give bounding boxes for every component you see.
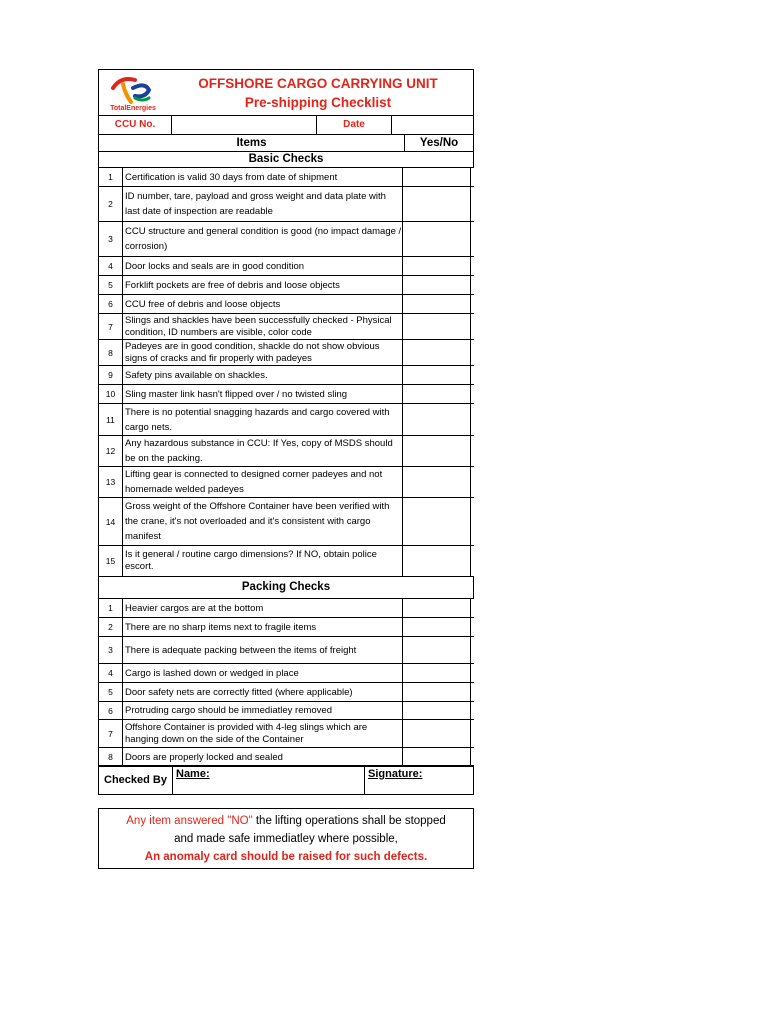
yes-no-cell[interactable]: [403, 618, 471, 636]
note-line-1: [99, 812, 473, 830]
item-number: 1: [99, 168, 123, 186]
item-number: 8: [99, 748, 123, 766]
signature-field[interactable]: Signature:: [368, 768, 423, 780]
item-text: Lifting gear is connected to designed corner padeyes and not homemade welded padeyes: [123, 467, 403, 497]
row-spacer: [471, 637, 474, 663]
row-spacer: [471, 664, 474, 682]
document-title: [163, 74, 473, 112]
basic-checks-list: [98, 168, 474, 577]
packing-check-row: [98, 599, 474, 618]
item-number: 12: [99, 436, 123, 466]
yes-no-cell[interactable]: [403, 385, 471, 403]
basic-check-row: [98, 314, 474, 340]
item-number: 11: [99, 404, 123, 435]
yes-no-cell[interactable]: [403, 187, 471, 221]
date-field[interactable]: [392, 116, 473, 134]
row-spacer: [471, 257, 474, 275]
basic-check-row: [98, 436, 474, 467]
yes-no-cell[interactable]: [403, 498, 471, 545]
checked-by-row: [98, 765, 474, 795]
item-number: 7: [99, 314, 123, 339]
item-text: Cargo is lashed down or wedged in place: [123, 664, 403, 682]
note-prefix: Any item answered: [126, 815, 228, 827]
packing-check-row: [98, 637, 474, 664]
packing-checks-heading: Packing Checks: [98, 577, 474, 599]
item-text: Safety pins available on shackles.: [123, 366, 403, 384]
row-spacer: [471, 222, 474, 256]
totalenergies-logo-icon: [109, 74, 153, 106]
basic-check-row: [98, 498, 474, 546]
packing-checks-list: [98, 599, 474, 767]
ccu-no-field[interactable]: [172, 116, 317, 134]
item-text: CCU structure and general condition is good (no impact damage / corrosion): [123, 222, 403, 256]
yes-no-cell[interactable]: [403, 168, 471, 186]
item-number: 2: [99, 618, 123, 636]
item-number: 8: [99, 340, 123, 365]
row-spacer: [471, 340, 474, 365]
item-number: 15: [99, 546, 123, 576]
yes-no-cell[interactable]: [403, 720, 471, 747]
item-text: Padeyes are in good condition, shackle do not show obvious signs of cracks and fir properly with padeyes: [123, 340, 403, 365]
brand-name: TotalEnergies: [110, 105, 156, 112]
item-text: Door safety nets are correctly fitted (where applicable): [123, 683, 403, 701]
basic-check-row: [98, 340, 474, 366]
row-spacer: [471, 702, 474, 719]
basic-check-row: [98, 276, 474, 295]
item-text: There are no sharp items next to fragile items: [123, 618, 403, 636]
column-headers: [98, 135, 474, 152]
yes-no-cell[interactable]: [403, 366, 471, 384]
row-spacer: [471, 546, 474, 576]
packing-check-row: [98, 683, 474, 702]
item-number: 1: [99, 599, 123, 617]
yes-no-cell[interactable]: [403, 599, 471, 617]
row-spacer: [471, 683, 474, 701]
item-text: Heavier cargos are at the bottom: [123, 599, 403, 617]
row-spacer: [471, 467, 474, 497]
yes-no-cell[interactable]: [403, 340, 471, 365]
row-spacer: [471, 618, 474, 636]
basic-check-row: [98, 222, 474, 257]
yes-no-cell[interactable]: [403, 664, 471, 682]
note-line-1-rest: the lifting operations shall be stopped: [252, 815, 446, 827]
yes-no-cell[interactable]: [403, 637, 471, 663]
row-spacer: [471, 404, 474, 435]
yes-no-cell[interactable]: [403, 257, 471, 275]
item-text: Door locks and seals are in good condition: [123, 257, 403, 275]
item-text: Offshore Container is provided with 4-leg slings which are hanging down on the side of the Container: [123, 720, 403, 747]
basic-checks-heading: Basic Checks: [98, 152, 474, 168]
item-text: Sling master link hasn't flipped over / no twisted sling: [123, 385, 403, 403]
yes-no-cell[interactable]: [403, 702, 471, 719]
item-text: Slings and shackles have been successfully checked - Physical condition, ID numbers are visible, color code: [123, 314, 403, 339]
packing-check-row: [98, 702, 474, 720]
item-number: 14: [99, 498, 123, 545]
yes-no-cell[interactable]: [403, 314, 471, 339]
yes-no-cell[interactable]: [403, 467, 471, 497]
packing-check-row: [98, 664, 474, 683]
item-text: Protruding cargo should be immediatley removed: [123, 702, 403, 719]
item-text: There is adequate packing between the items of freight: [123, 637, 403, 663]
packing-check-row: [98, 618, 474, 637]
date-label: Date: [317, 116, 392, 134]
yes-no-cell[interactable]: [403, 683, 471, 701]
item-number: 5: [99, 683, 123, 701]
name-field[interactable]: Name:: [173, 766, 365, 794]
item-text: CCU free of debris and loose objects: [123, 295, 403, 313]
yes-no-cell[interactable]: [403, 276, 471, 294]
note-line-2: and made safe immediatley where possible,: [174, 833, 398, 845]
item-number: 6: [99, 295, 123, 313]
item-text: There is no potential snagging hazards and cargo covered with cargo nets.: [123, 404, 403, 435]
title-line-2: Pre-shipping Checklist: [244, 95, 392, 110]
items-column-header: Items: [99, 135, 405, 151]
basic-check-row: [98, 168, 474, 187]
basic-check-row: [98, 257, 474, 276]
yes-no-cell[interactable]: [403, 748, 471, 766]
item-text: ID number, tare, payload and gross weight and data plate with last date of inspection are readable: [123, 187, 403, 221]
item-number: 7: [99, 720, 123, 747]
item-text: Forklift pockets are free of debris and loose objects: [123, 276, 403, 294]
ccu-row: [98, 116, 474, 135]
checklist-sheet: [98, 69, 474, 767]
item-number: 6: [99, 702, 123, 719]
item-number: 10: [99, 385, 123, 403]
item-text: Is it general / routine cargo dimensions? If NO, obtain police escort.: [123, 546, 403, 576]
header: [98, 69, 474, 116]
row-spacer: [471, 720, 474, 747]
title-line-1: OFFSHORE CARGO CARRYING UNIT: [198, 76, 438, 91]
item-text: Gross weight of the Offshore Container have been verified with the crane, it's not overloaded and it's consistent with cargo manifest: [123, 498, 403, 545]
row-spacer: [471, 498, 474, 545]
basic-check-row: [98, 404, 474, 436]
ccu-no-label: CCU No.: [99, 116, 172, 134]
basic-check-row: [98, 385, 474, 404]
item-number: 2: [99, 187, 123, 221]
basic-check-row: [98, 366, 474, 385]
yes-no-cell[interactable]: [403, 295, 471, 313]
row-spacer: [471, 366, 474, 384]
item-text: Any hazardous substance in CCU: If Yes, copy of MSDS should be on the packing.: [123, 436, 403, 466]
item-number: 9: [99, 366, 123, 384]
item-number: 3: [99, 222, 123, 256]
row-spacer: [471, 436, 474, 466]
row-spacer: [471, 385, 474, 403]
item-number: 3: [99, 637, 123, 663]
row-spacer: [471, 187, 474, 221]
row-spacer: [471, 276, 474, 294]
basic-check-row: [98, 187, 474, 222]
note-line-3: An anomaly card should be raised for such defects.: [144, 851, 428, 863]
yes-no-cell[interactable]: [403, 546, 471, 576]
company-logo: [103, 74, 159, 112]
row-spacer: [471, 599, 474, 617]
item-number: 5: [99, 276, 123, 294]
item-number: 4: [99, 664, 123, 682]
row-spacer: [471, 295, 474, 313]
checked-by-label: Checked By: [99, 766, 173, 794]
basic-check-row: [98, 546, 474, 577]
item-number: 4: [99, 257, 123, 275]
row-spacer: [471, 748, 474, 766]
note-no-word: "NO": [227, 815, 253, 827]
row-spacer: [471, 168, 474, 186]
yes-no-column-header: Yes/No: [419, 137, 459, 149]
yes-no-cell[interactable]: [403, 222, 471, 256]
item-number: 13: [99, 467, 123, 497]
row-spacer: [471, 314, 474, 339]
item-text: Certification is valid 30 days from date of shipment: [123, 168, 403, 186]
item-text: Doors are properly locked and sealed: [123, 748, 403, 766]
yes-no-cell[interactable]: [403, 436, 471, 466]
basic-check-row: [98, 295, 474, 314]
warning-note: [98, 808, 474, 869]
yes-no-cell[interactable]: [403, 404, 471, 435]
packing-check-row: [98, 720, 474, 748]
basic-check-row: [98, 467, 474, 498]
